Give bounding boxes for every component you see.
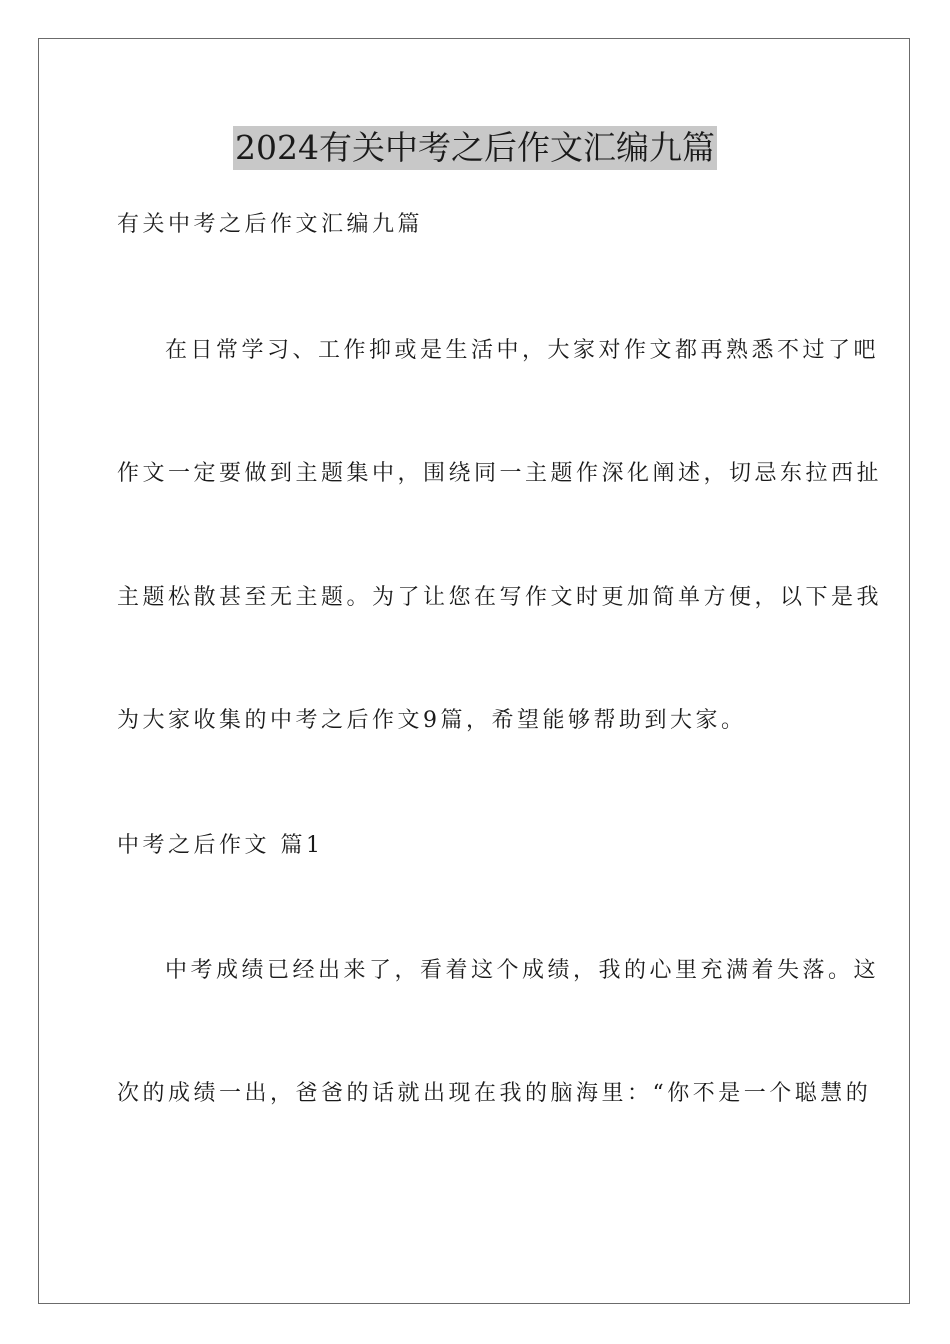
intro-line-1: 在日常学习、工作抑或是生活中，大家对作文都再熟悉不过了吧 [165,338,880,363]
intro-line-2: 作文一定要做到主题集中，围绕同一主题作深化阐述，切忌东拉西扯 [117,461,883,486]
document-subtitle: 有关中考之后作文汇编九篇 [117,212,424,237]
intro-line-3: 主题松散甚至无主题。为了让您在写作文时更加简单方便，以下是我 [117,585,883,610]
essay-line-2: 次的成绩一出，爸爸的话就出现在我的脑海里：“你不是一个聪慧的 [117,1081,872,1106]
intro-line-4: 为大家收集的中考之后作文9篇，希望能够帮助到大家。 [117,708,747,733]
section-heading: 中考之后作文 篇1 [117,833,324,858]
title-container [0,126,950,170]
document-title: 2024有关中考之后作文汇编九篇 [233,126,717,170]
essay-line-1: 中考成绩已经出来了，看着这个成绩，我的心里充满着失落。这 [165,958,880,983]
